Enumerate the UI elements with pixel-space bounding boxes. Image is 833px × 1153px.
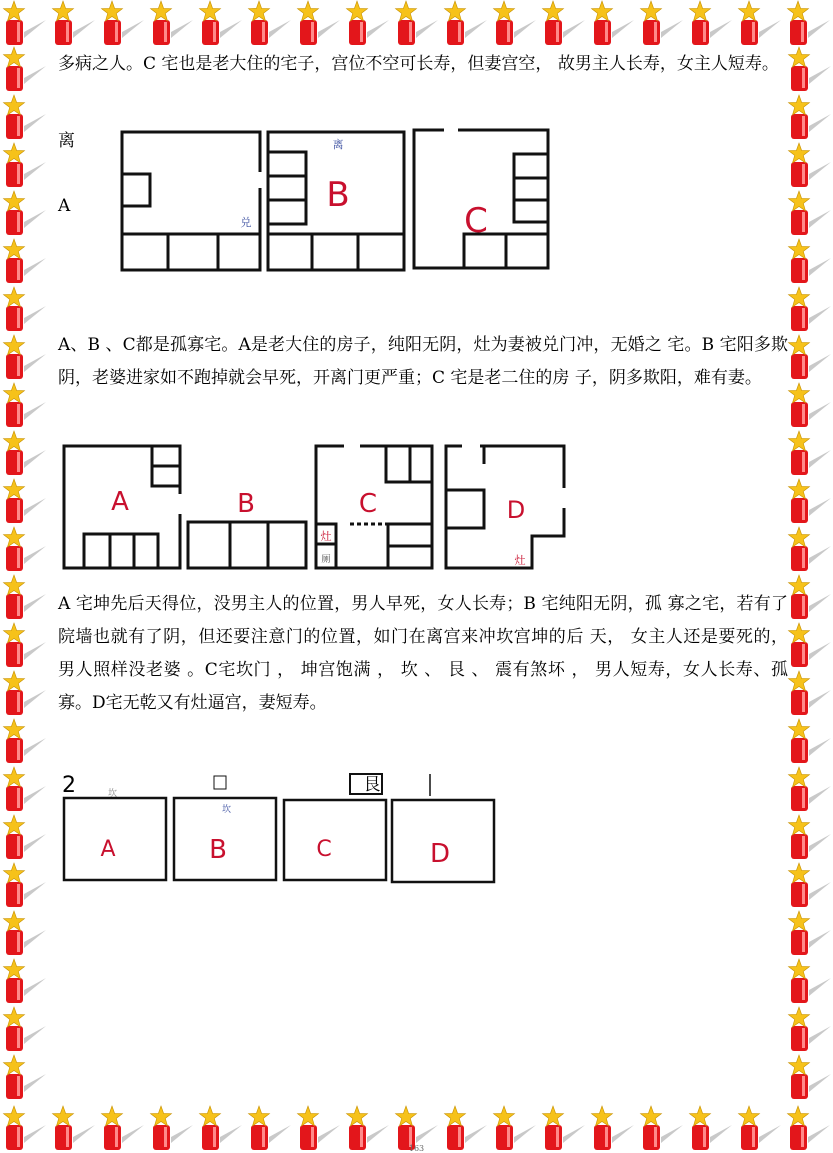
page-content-2 xyxy=(58,329,788,395)
house-c-letter-2: C xyxy=(358,489,378,519)
candle-icon xyxy=(739,1,782,45)
candle-icon xyxy=(4,383,47,427)
candle-icon xyxy=(4,1007,47,1051)
page-content-3 xyxy=(58,588,788,720)
candle-icon xyxy=(4,719,47,763)
house-b-plan-2 xyxy=(188,522,306,568)
candle-icon xyxy=(396,1,439,45)
house-b-letter: B xyxy=(326,175,350,215)
candle-icon xyxy=(4,623,47,667)
candle-icon xyxy=(789,479,832,523)
candle-icon xyxy=(789,575,832,619)
page-number: 163 xyxy=(408,1144,425,1153)
house-c-plan xyxy=(414,130,548,268)
candle-icon xyxy=(789,1007,832,1051)
candle-icon xyxy=(690,1,733,45)
candle-icon xyxy=(200,1,243,45)
candle-icon xyxy=(4,815,47,859)
candle-icon xyxy=(789,911,832,955)
candle-icon xyxy=(53,1,96,45)
floor-plan-figure-1 xyxy=(118,124,558,274)
candle-icon xyxy=(789,671,832,715)
candle-icon xyxy=(4,959,47,1003)
gen-label-box xyxy=(350,774,382,795)
candle-icon xyxy=(4,863,47,907)
left-candle-border xyxy=(0,0,48,1153)
house-c-letter: C xyxy=(464,201,488,241)
floor-plan-figure-2 xyxy=(60,442,570,574)
candle-icon xyxy=(789,623,832,667)
candle-icon xyxy=(789,95,832,139)
candle-icon xyxy=(789,239,832,283)
candle-icon xyxy=(789,191,832,235)
right-candle-border xyxy=(785,0,833,1153)
candle-icon xyxy=(4,671,47,715)
candle-icon xyxy=(445,1,488,45)
candle-icon xyxy=(592,1,635,45)
candle-icon xyxy=(249,1,292,45)
paragraph-3: A 宅坤先后天得位，没男主人的位置，男人早死，女人长寿；B 宅纯阳无阴，孤 寡之宅，若有了院墙也就有了阴，但还要注意门的位置，如门在离宫来冲坎宫坤的后 天， 女主人还是要死的， 男人照样没老婆 。C宅坎门 ， 坤宫饱满 ， 坎 、 艮 、 震有煞坏 ， 男人短寿，女人长寿、孤寡。D宅无乾又有灶逼宫，妻短寿。 xyxy=(58,594,788,713)
candle-icon xyxy=(4,1055,47,1099)
candle-icon xyxy=(298,1,341,45)
candle-icon xyxy=(789,863,832,907)
ce-mark: 厕 xyxy=(321,555,331,565)
candle-icon xyxy=(151,1,194,45)
label-li: 离 xyxy=(58,131,75,151)
candle-icon xyxy=(4,911,47,955)
candle-icon xyxy=(4,47,47,91)
candle-icon xyxy=(789,767,832,811)
top-candle-border xyxy=(0,0,833,48)
floor-plan-figure-3 xyxy=(58,766,500,888)
candle-icon xyxy=(4,527,47,571)
candle-icon xyxy=(789,383,832,427)
candle-icon xyxy=(347,1,390,45)
house-a-letter-2: A xyxy=(111,487,129,517)
candle-icon xyxy=(789,527,832,571)
candle-icon xyxy=(4,575,47,619)
paragraph-2: A、B 、C都是孤寡宅。A是老大住的房子，纯阳无阴，灶为妻被兑门冲，无婚之 宅。B 宅阳多欺阴，老婆进家如不跑掉就会早死，开离门更严重；C 宅是老二住的房 子，阴多欺阳，难有妻。 xyxy=(58,335,788,388)
house-d-plan-2 xyxy=(446,446,564,568)
small-house-c-letter: C xyxy=(316,837,332,862)
candle-icon xyxy=(494,1,537,45)
paragraph-1: 多病之人。C 宅也是老大住的宅子，宫位不空可长寿，但妻宫空， 故男主人长寿，女主人短寿。 xyxy=(58,54,779,74)
candle-icon xyxy=(4,191,47,235)
zao-mark-c: 灶 xyxy=(320,530,332,543)
li-mark: 离 xyxy=(332,138,344,151)
candle-icon xyxy=(789,335,832,379)
kan-mark-b: 坎 xyxy=(222,805,232,815)
candle-icon xyxy=(4,431,47,475)
house-d-letter-2: D xyxy=(506,496,526,524)
kan-mark-a: 坎 xyxy=(108,789,118,799)
candle-icon xyxy=(543,1,586,45)
label-a: A xyxy=(58,196,71,216)
candle-icon xyxy=(789,815,832,859)
small-house-b-letter: B xyxy=(209,835,227,865)
candle-icon xyxy=(4,95,47,139)
candle-icon xyxy=(789,959,832,1003)
candle-icon xyxy=(102,1,145,45)
candle-icon xyxy=(4,335,47,379)
dui-mark: 兑 xyxy=(240,216,252,229)
candle-icon xyxy=(4,767,47,811)
mark-2: 2 xyxy=(62,773,76,798)
candle-icon xyxy=(4,143,47,187)
house-a-plan xyxy=(122,132,260,270)
candle-icon xyxy=(789,47,832,91)
small-house-a-letter: A xyxy=(100,837,116,862)
zao-mark-d: 灶 xyxy=(514,554,526,567)
small-house-d-letter: D xyxy=(429,839,451,869)
house-b-letter-2: B xyxy=(237,489,255,519)
candle-icon xyxy=(4,287,47,331)
candle-icon xyxy=(4,239,47,283)
page-content xyxy=(58,48,788,81)
candle-icon xyxy=(789,287,832,331)
candle-icon xyxy=(789,719,832,763)
candle-icon xyxy=(789,1055,832,1099)
gen-mark: 艮 xyxy=(363,775,381,795)
candle-icon xyxy=(4,479,47,523)
candle-icon xyxy=(641,1,684,45)
candle-icon xyxy=(789,431,832,475)
candle-icon xyxy=(789,143,832,187)
